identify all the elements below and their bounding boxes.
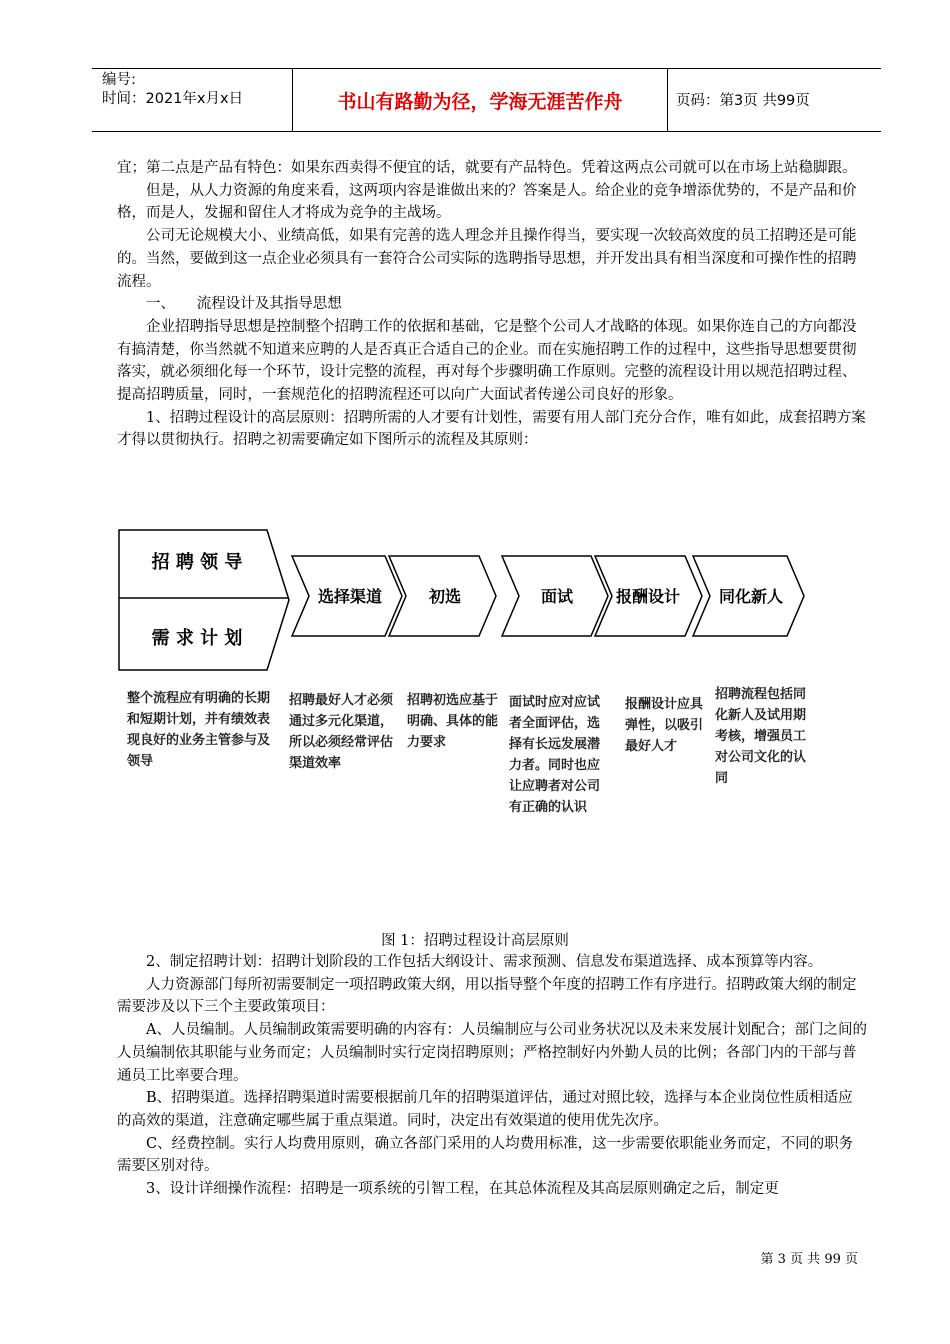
section-heading: 一、 流程设计及其指导思想 [146,296,342,313]
note-interview: 面试时应对应试者全面评估，选择有长远发展潜力者。同时也应让应聘者对公司有正确的认识 [509,695,601,815]
box-top-label: 招 聘 领 导 [151,552,243,573]
box-bottom-label: 需 求 计 划 [151,628,243,649]
paragraph: 但是，从人力资源的角度来看，这两项内容是谁做出来的？答案是人。给企业的竞争增添优势的，不是产品和价格，而是人，发掘和留住人才将成为竞争的主战场。 [117,182,857,222]
step-label: 同化新人 [718,587,784,606]
diagram-shapes [117,528,817,678]
number-label: 编号: [102,72,136,88]
paragraph: 公司无论规模大小、业绩高低，如果有完善的选人理念并且操作得当，要实现一次较高效度的员工招聘还是可能的。当然，要做到这一点企业必须具有一套符合公司实际的选聘指导思想，并开发出具有相当深度和可操作性的招聘流程。 [117,228,857,290]
paragraph: 3、设计详细操作流程：招聘是一项系统的引智工程，在其总体流程及其高层原则确定之后，制定更 [146,1181,779,1198]
step-label: 报酬设计 [615,587,681,606]
paragraph: 2、制定招聘计划：招聘计划阶段的工作包括大纲设计、需求预测、信息发布渠道选择、成本预算等内容。 [146,954,823,970]
body-bottom [117,951,867,1201]
page-footer: 第 3 页 共 99 页 [760,1252,858,1267]
paragraph: 1、招聘过程设计的高层原则：招聘所需的人才要有计划性，需要有用人部门充分合作，唯有如此，成套招聘方案才得以贯彻执行。招聘之初需要确定如下图所示的流程及其原则： [117,409,866,449]
paragraph: 宜；第二点是产品有特色：如果东西卖得不便宜的话，就要有产品特色。凭着这两点公司就可以在市场上站稳脚跟。 [117,160,857,176]
paragraph: 企业招聘指导思想是控制整个招聘工作的依据和基础，它是整个公司人才战略的体现。如果你连自己的方向都没有搞清楚，你当然就不知道来应聘的人是否真正合适自己的企业。而在实施招聘工作的过程中，这些指导思想要贯彻落实，就必须细化每一个环节，设计完整的流程，再对每个步骤明确工作原则。完整的流程设计用以规范招聘过程、提高招聘质量，同时，一套规范化的招聘流程还可以向广大面试者传递公司良好的形象。 [117,318,857,404]
paragraph: B、招聘渠道。选择招聘渠道时需要根据前几年的招聘渠道评估，通过对照比较，选择与本企业岗位性质相适应的高效的渠道，注意确定哪些属于重点渠道。同时，决定出有效渠道的使用优先次序。 [117,1090,853,1129]
paragraph: A、人员编制。人员编制政策需要明确的内容有：人员编制应与公司业务状况以及未来发展计划配合；部门之间的人员编制依其职能与业务而定；人员编制时实行定岗招聘原则；严格控制好内外勤人员的比例；各部门内的干部与普通员工比率要合理。 [117,1022,867,1084]
leadership-planning-shape [119,530,289,670]
note-onboarding: 招聘流程包括同化新人及试用期考核，增强员工对公司文化的认同 [715,687,807,786]
body-top [117,157,867,452]
motto: 书山有路勤为径，学海无涯苦作舟 [292,69,668,131]
note-channels: 招聘最好人才必须通过多元化渠道，所以必须经常评估渠道效率 [289,693,394,771]
note-compensation: 报酬设计应具弹性，以吸引最好人才 [625,697,704,754]
note-leadership: 整个流程应有明确的长期和短期计划，并有绩效表现良好的业务主管参与及领导 [127,691,271,769]
paragraph: C、经费控制。实行人均费用原则，确立各部门采用的人均费用标准，这一步需要依职能业务而定，不同的职务需要区别对待。 [117,1135,854,1175]
header-left [102,71,243,109]
time-label: 时间：2021年x月x日 [102,91,244,107]
step-label: 初选 [428,587,462,606]
page-label: 页码：第3页 共99页 [676,93,810,109]
process-diagram [117,528,817,900]
paragraph: 人力资源部门每所初需要制定一项招聘政策大纲，用以指导整个年度的招聘工作有序进行。招聘政策大纲的制定需要涉及以下三个主要政策项目： [117,976,857,1016]
step-label: 选择渠道 [317,587,383,606]
figure-caption: 图 1：招聘过程设计高层原则 [381,933,569,949]
page-header [92,68,881,132]
step-label: 面试 [540,587,574,606]
note-screening: 招聘初选应基于明确、具体的能力要求 [407,693,499,750]
